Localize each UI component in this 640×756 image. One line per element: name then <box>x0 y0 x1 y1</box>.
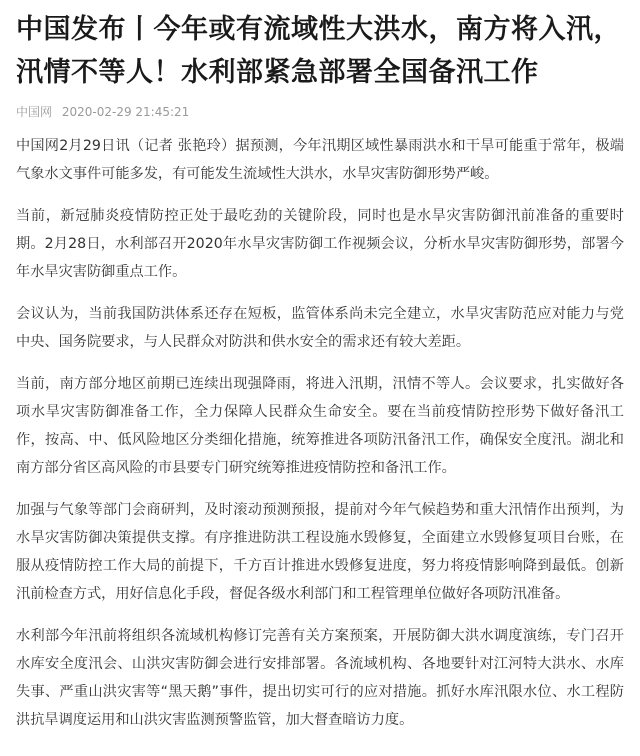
article-source: 中国网 <box>16 105 53 119</box>
paragraph: 加强与气象等部门会商研判，及时滚动预测预报，提前对今年气候趋势和重大汛情作出预判，为水旱灾害防御决策提供支撑。有序推进防洪工程设施水毁修复，全面建立水毁修复项目台账，在服从疫情防控工作大局的前提下，千方百计推进水毁修复进度，努力将疫情影响降到最低。创新汛前检查方式，用好信息化手段，督促各级水利部门和工程管理单位做好各项防汛准备。 <box>16 502 624 602</box>
paragraph: 会议认为，当前我国防洪体系还存在短板，监管体系尚未完全建立，水旱灾害防范应对能力与党中央、国务院要求，与人民群众对防洪和供水安全的需求还有较大差距。 <box>16 306 624 350</box>
paragraph: 当前，南方部分地区前期已连续出现强降雨，将进入汛期，汛情不等人。会议要求，扎实做好各项水旱灾害防御准备工作，全力保障人民群众生命安全。要在当前疫情防控形势下做好备汛工作，按高、中、低风险地区分类细化措施，统筹推进各项防汛备汛工作，确保安全度汛。湖北和南方部分省区高风险的市县要专门研究统筹推进疫情防控和备汛工作。 <box>16 376 624 476</box>
article-body <box>16 132 624 734</box>
paragraph: 中国网2月29日讯（记者 张艳玲）据预测，今年汛期区域性暴雨洪水和干旱可能重于常年，极端气象水文事件可能多发，有可能发生流域性大洪水，水旱灾害防御形势严峻。 <box>16 138 624 182</box>
article-title: 中国发布丨今年或有流域性大洪水，南方将入汛，汛情不等人！水利部紧急部署全国备汛工作 <box>16 14 621 88</box>
paragraph: 当前，新冠肺炎疫情防控正处于最吃劲的关键阶段，同时也是水旱灾害防御汛前准备的重要时期。2月28日，水利部召开2020年水旱灾害防御工作视频会议，分析水旱灾害防御形势，部署今年水旱灾害防御重点工作。 <box>16 208 624 280</box>
paragraph: 水利部今年汛前将组织各流域机构修订完善有关方案预案，开展防御大洪水调度演练，专门召开水库安全度汛会、山洪灾害防御会进行安排部署。各流域机构、各地要针对江河特大洪水、水库失事、严重山洪灾害等“黑天鹅”事件，提出切实可行的应对措施。抓好水库汛限水位、水工程防洪抗旱调度运用和山洪灾害监测预警监管，加大督查暗访力度。 <box>16 628 624 728</box>
article-meta <box>16 104 624 120</box>
article-datetime: 2020-02-29 21:45:21 <box>61 105 190 119</box>
